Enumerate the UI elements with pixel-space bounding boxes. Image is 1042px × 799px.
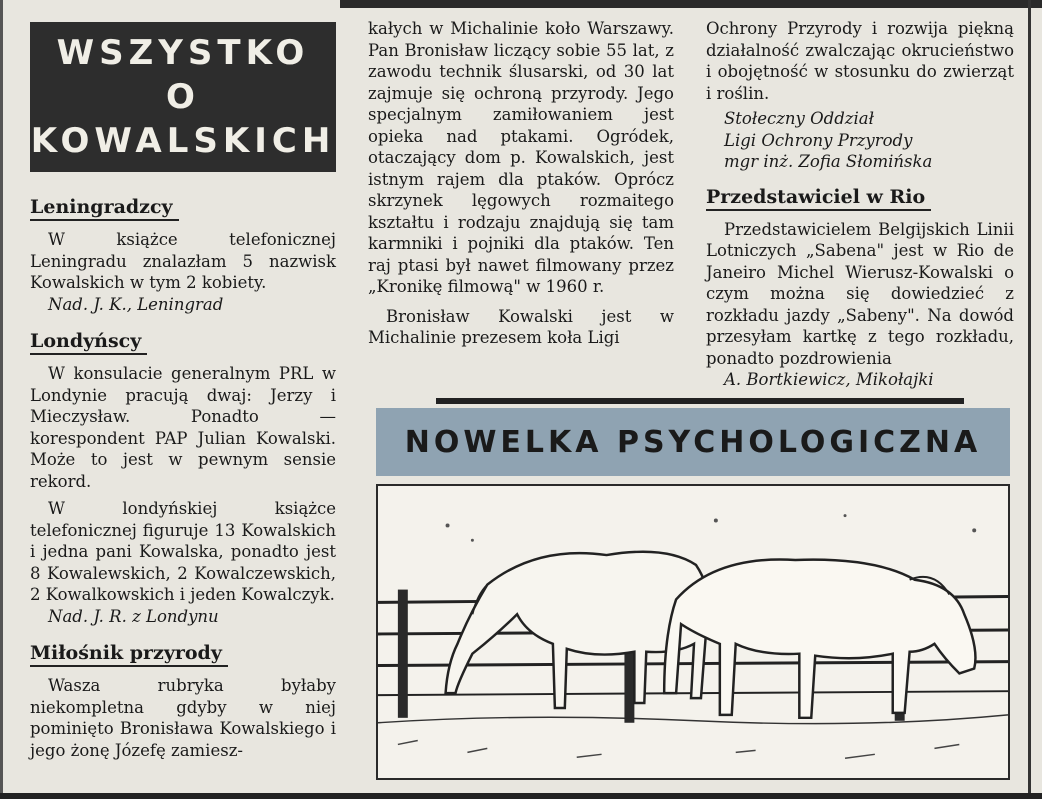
signature-leningrad: Nad. J. K., Leningrad — [48, 294, 224, 314]
paragraph-london-2: W londyńskiej książce telefonicznej figuruje 13 Kowalskich i jedna pani Kowalska, ponadto jest 8 Kowalewskich, 2 Kowalczewskich, 2 Kowalkowskich i jeden Kowalczyk. — [30, 499, 336, 604]
right-edge-rule — [1028, 0, 1031, 799]
top-rule — [340, 0, 1042, 8]
masthead-line-2: O — [166, 77, 200, 117]
signature-rio: A. Bortkiewicz, Mikołajki — [724, 370, 934, 389]
banner-rule — [436, 398, 964, 404]
signature-london: Nad. J. R. z Londynu — [48, 606, 219, 626]
paragraph-michalin-2: Bronisław Kowalski jest w Michalinie prezesem koła Ligi — [368, 306, 674, 347]
masthead-line-3: KOWALSKICH — [30, 121, 336, 161]
section-heading-leningrad: Leningradzcy — [30, 195, 179, 221]
signature-line-3: mgr inż. Zofia Słomińska — [724, 152, 933, 171]
paragraph-london-1: W konsulacie generalnym PRL w Londynie pracują dwaj: Jerzy i Mieczysław. Ponadto — korespondent PAP Julian Kowalski. Może to jest w pewnym sensie rekord. — [30, 364, 336, 491]
horses-drawing — [378, 486, 1008, 778]
paragraph-michalin-1: kałych w Michalinie koło Warszawy. Pan Bronisław liczący sobie 55 lat, z zawodu technik ślusarski, od 30 lat zajmuje się ochroną przyrody. Jego specjalnym zamiłowaniem jest opieka nad ptakami. Ogródek, otaczający dom p. Kowalskich, jest istnym rajem dla ptaków. Oprócz skrzynek lęgowych rozmaitego kształtu i rodzaju znajdują się tam karmniki i pojniki dla ptaków. Ten raj ptasi był nawet filmowany przez „Kronikę filmową" w 1960 r. — [368, 19, 674, 296]
paragraph-liga-ochrony: Ochrony Przyrody i rozwija piękną działalność zwalczając okrucieństwo i obojętność w stosunku do zwierząt i roślin. — [706, 19, 1014, 103]
story-banner — [376, 408, 1010, 476]
masthead-line-1: WSZYSTKO — [56, 33, 310, 73]
paragraph-leningrad: W książce telefonicznej Leningradu znalazłam 5 nazwisk Kowalskich w tym 2 kobiety. — [30, 230, 336, 292]
banner-title: NOWELKA PSYCHOLOGICZNA — [404, 424, 982, 460]
paragraph-rio: Przedstawicielem Belgijskich Linii Lotniczych „Sabena" jest w Rio de Janeiro Michel Wierusz-Kowalski o czym można się dowiedzieć z rozkładu jazdy „Sabeny". Na dowód przesyłam kartkę z tego rozkładu, ponadto pozdrowienia — [706, 219, 1014, 368]
section-heading-rio: Przedstawiciel w Rio — [706, 185, 931, 211]
signature-line-2: Ligi Ochrony Przyrody — [724, 130, 913, 150]
section-heading-nature-lover: Miłośnik przyrody — [30, 641, 228, 667]
column-1 — [30, 195, 336, 761]
column-2 — [368, 18, 674, 349]
bottom-rule — [0, 793, 1042, 799]
section-heading-london: Londyńscy — [30, 329, 147, 355]
horses-illustration — [376, 484, 1010, 780]
column-3 — [706, 18, 1014, 391]
left-edge-rule — [0, 0, 3, 799]
signature-line-1: Stołeczny Oddział — [724, 109, 874, 128]
column-masthead — [30, 22, 336, 172]
paragraph-nature-lover: Wasza rubryka byłaby niekompletna gdyby w niej pominięto Bronisława Kowalskiego i jego żonę Józefę zamiesz- — [30, 676, 336, 760]
